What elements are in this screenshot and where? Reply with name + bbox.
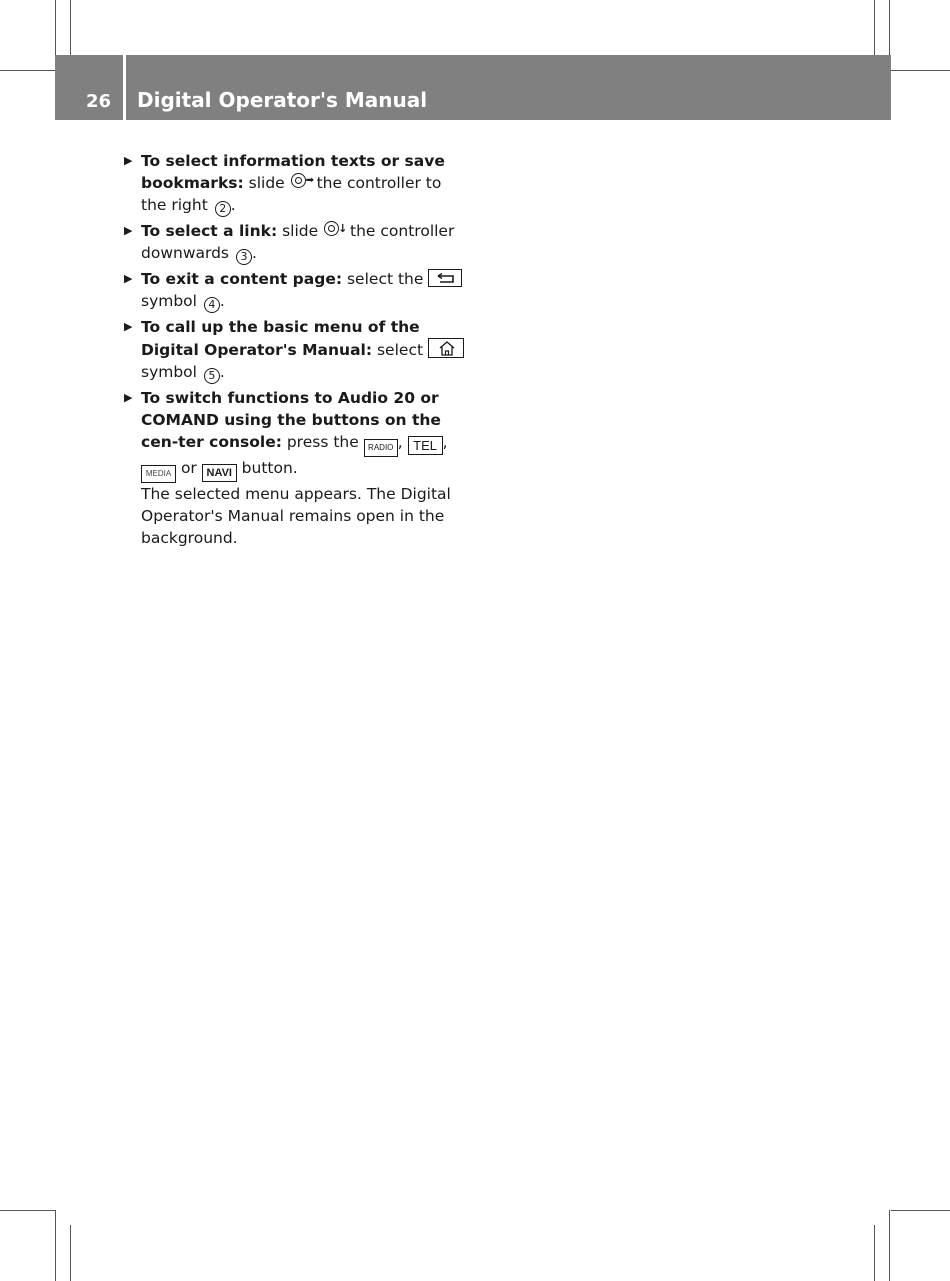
triangle-bullet-icon: ▶ (124, 224, 133, 237)
crop-mark (891, 1210, 950, 1211)
controller-slide-right-icon: ➡ (291, 173, 311, 191)
instruction-text: slide (282, 222, 319, 240)
instruction-item (124, 220, 464, 265)
crop-mark (70, 0, 71, 55)
instruction-text: symbol (141, 363, 197, 381)
crop-mark (874, 1225, 875, 1281)
home-icon (438, 341, 456, 356)
navi-key: NAVI (202, 464, 237, 482)
crop-mark (55, 1210, 56, 1281)
section-title: Digital Operator's Manual (137, 88, 428, 112)
instruction-text: symbol (141, 292, 197, 310)
triangle-bullet-icon: ▶ (124, 391, 133, 404)
back-icon (437, 273, 455, 284)
triangle-bullet-icon: ▶ (124, 320, 133, 333)
triangle-bullet-icon: ▶ (124, 272, 133, 285)
instruction-item (124, 387, 464, 549)
instruction-text: slide (248, 174, 285, 192)
instruction-item (124, 150, 464, 217)
instruction-text: the controller to the right (141, 174, 442, 214)
crop-mark (891, 70, 950, 71)
controller-slide-down-icon: ↓ (324, 221, 344, 239)
home-key (428, 338, 464, 358)
crop-mark (70, 1225, 71, 1281)
separator: , (397, 433, 403, 451)
crop-mark (0, 1210, 55, 1211)
instruction-item (124, 316, 464, 384)
instruction-lead: To select a link: (141, 222, 278, 240)
triangle-bullet-icon: ▶ (124, 154, 133, 167)
instruction-text: press the (286, 433, 359, 451)
separator: , (442, 433, 448, 451)
instruction-list (124, 150, 464, 552)
instruction-lead: To exit a content page: (141, 270, 343, 288)
crop-mark (0, 70, 55, 71)
instruction-lead: To call up the basic menu of the Digital Operator's Manual: (141, 318, 420, 359)
instruction-end: . (230, 196, 236, 214)
separator: or (180, 459, 197, 477)
instruction-end: . (251, 244, 257, 262)
instruction-end: . (219, 363, 225, 381)
crop-mark (874, 0, 875, 55)
instruction-end: . (219, 292, 225, 310)
instruction-text: button. (241, 459, 298, 477)
callout-number: 4 (204, 297, 220, 313)
back-key (428, 269, 462, 287)
header-divider (123, 55, 126, 120)
radio-key: RADIO (364, 439, 398, 457)
media-key: MEDIA (141, 465, 176, 483)
result-text: The selected menu appears. The Digital Operator's Manual remains open in the background. (141, 485, 451, 547)
callout-number: 5 (204, 368, 220, 384)
instruction-text: the controller downwards (141, 222, 455, 262)
instruction-text: select (376, 341, 424, 359)
page-number: 26 (86, 91, 112, 112)
instruction-lead: To select information texts or save bookmarks: (141, 152, 445, 192)
instruction-item (124, 268, 464, 313)
crop-mark (889, 1210, 890, 1281)
tel-key: TEL (408, 436, 443, 455)
callout-number: 3 (236, 249, 252, 265)
callout-number: 2 (215, 201, 231, 217)
instruction-lead: To switch functions to Audio 20 or COMAND using the buttons on the cen-ter console: (141, 389, 441, 451)
instruction-text: select the (346, 270, 424, 288)
